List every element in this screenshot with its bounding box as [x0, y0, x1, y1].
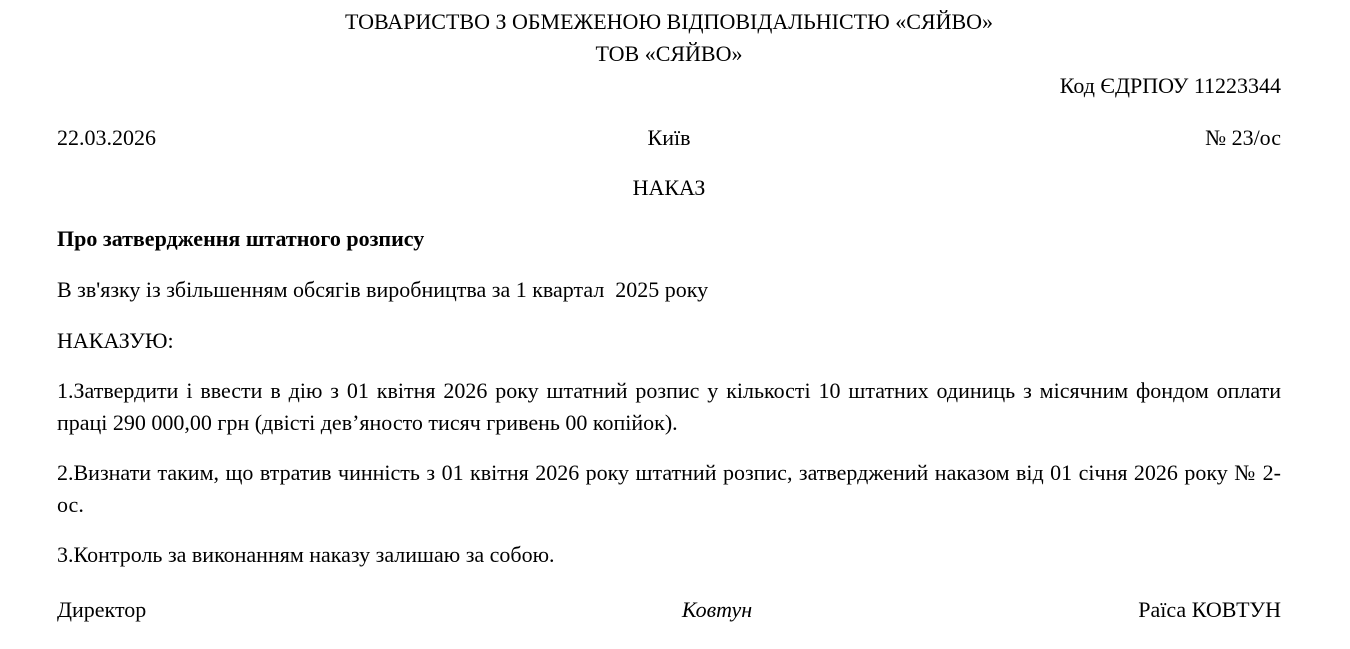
document-meta-row — [57, 122, 1281, 154]
order-subject: Про затвердження штатного розпису — [57, 226, 425, 251]
company-name-full: ТОВАРИСТВО З ОБМЕЖЕНОЮ ВІДПОВІДАЛЬНІСТЮ «СЯЙВО» — [344, 9, 994, 34]
signature-autograph: Ковтун — [681, 597, 753, 622]
company-header — [57, 6, 1281, 70]
edrpou-code: Код ЄДРПОУ 11223344 — [1059, 73, 1281, 98]
order-item-1: 1.Затвердити і ввести в дію з 01 квітня 2026 року штатний розпис у кількості 10 штатних одиниць з місячним фондом оплати праці 290 000,00 грн (двісті дев’яносто тисяч гривень 00 копійок). — [57, 378, 1281, 435]
document-title: НАКАЗ — [632, 175, 706, 200]
order-verb: НАКАЗУЮ: — [57, 328, 174, 353]
order-item-2: 2.Визнати таким, що втратив чинність з 01 квітня 2026 року штатний розпис, затверджений наказом від 01 січня 2026 року № 2-ос. — [57, 460, 1281, 517]
signatory-position: Директор — [57, 597, 147, 622]
order-item-3: 3.Контроль за виконанням наказу залишаю за собою. — [57, 542, 555, 567]
order-date: 22.03.2026 — [57, 125, 156, 150]
order-city: Київ — [647, 125, 691, 150]
signature-row — [57, 594, 1281, 626]
company-name-short: ТОВ «СЯЙВО» — [595, 41, 743, 66]
order-preamble: В зв'язку із збільшенням обсягів виробництва за 1 квартал 2025 року — [57, 277, 709, 302]
signatory-name: Раїса КОВТУН — [1138, 597, 1281, 622]
order-number: № 23/ос — [1205, 125, 1281, 150]
